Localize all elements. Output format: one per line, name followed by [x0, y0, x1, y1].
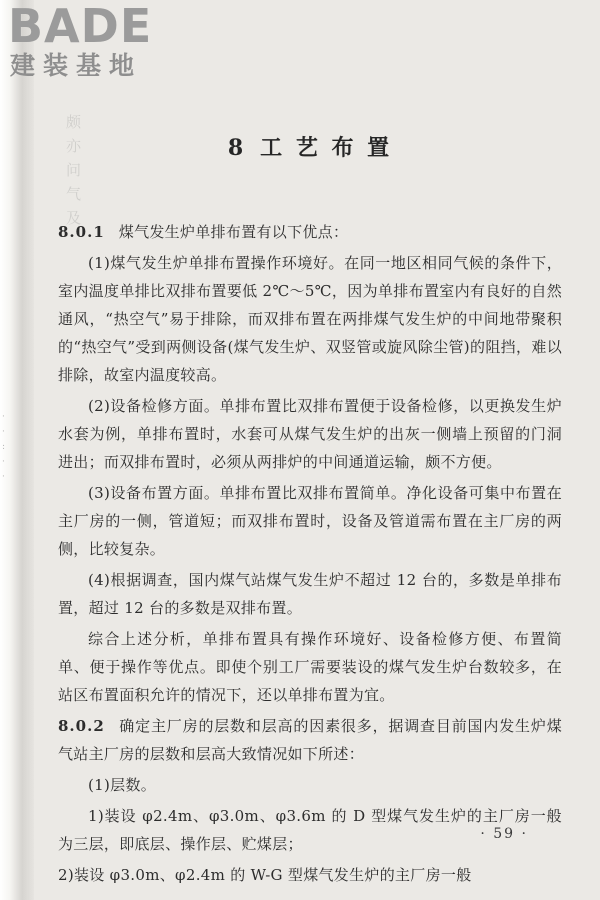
watermark-logo — [8, 2, 176, 84]
body-paragraph: (1)层数。 — [88, 776, 157, 794]
body-paragraph: (2)设备检修方面。单排布置比双排布置便于设备检修，以更换发生炉水套为例，单排布置时，水套可从煤气发生炉的出灰一侧墙上预留的门洞进出；而双排布置时，必须从两排炉的中间通道运输，颇不方便。 — [58, 397, 562, 471]
show-through-text: 颇 亦 问 气 及 — [66, 113, 82, 227]
body-paragraph: 2)装设 φ3.0m、φ2.4m 的 W-G 型煤气发生炉的主厂房一般 — [58, 866, 472, 884]
chapter-number: 8 — [227, 135, 247, 161]
watermark-brand: BADE — [8, 0, 153, 53]
body-paragraph: 综合上述分析，单排布置具有操作环境好、设备检修方便、布置简单、便于操作等优点。即使个别工厂需要装设的煤气发生炉台数较多，在站区布置面积允许的情况下，还以单排布置为宜。 — [58, 630, 562, 704]
clause-heading-text: 确定主厂房的层数和层高的因素很多，据调查目前国内发生炉煤气站主厂房的层数和层高大致情况如下所述： — [58, 717, 562, 763]
body-paragraph: 1)装设 φ2.4m、φ3.0m、φ3.6m 的 D 型煤气发生炉的主厂房一般为三层，即底层、操作层、贮煤层； — [58, 807, 562, 853]
clause-heading-8-0-2 — [58, 712, 562, 768]
clause-heading-text: 煤气发生炉单排布置有以下优点： — [118, 223, 349, 241]
body-paragraph: (4)根据调查，国内煤气站煤气发生炉不超过 12 台的，多数是单排布置，超过 12 台的多数是双排布置。 — [58, 571, 562, 617]
clause-heading-8-0-1 — [58, 218, 562, 246]
clause-number: 8.0.1 — [58, 223, 105, 241]
chapter-title-text: 工 艺 布 置 — [260, 135, 393, 161]
clause-number: 8.0.2 — [58, 717, 105, 735]
body-paragraph: (1)煤气发生炉单排布置操作环境好。在同一地区相同气候的条件下，室内温度单排比双排布置要低 2℃～5℃，因为单排布置室内有良好的自然通风，“热空气”易于排除，而双排布置在两排煤气发生炉的中间地带聚积的“热空气”受到两侧设备(煤气发生炉、双竖管或旋风除尘管)的阻挡，难以排除，故室内温度较高。 — [58, 254, 562, 384]
page-content — [58, 130, 562, 892]
page-number: · 59 · — [480, 826, 528, 842]
chapter-title — [58, 130, 562, 166]
body-paragraph: (3)设备布置方面。单排布置比双排布置简单。净化设备可集中布置在主厂房的一侧，管道短；而双排布置时，设备及管道需布置在主厂房的两侧，比较复杂。 — [58, 484, 562, 558]
watermark-tagline: 建装基地 — [10, 51, 143, 80]
margin-marks: · · : · · — [2, 412, 6, 482]
